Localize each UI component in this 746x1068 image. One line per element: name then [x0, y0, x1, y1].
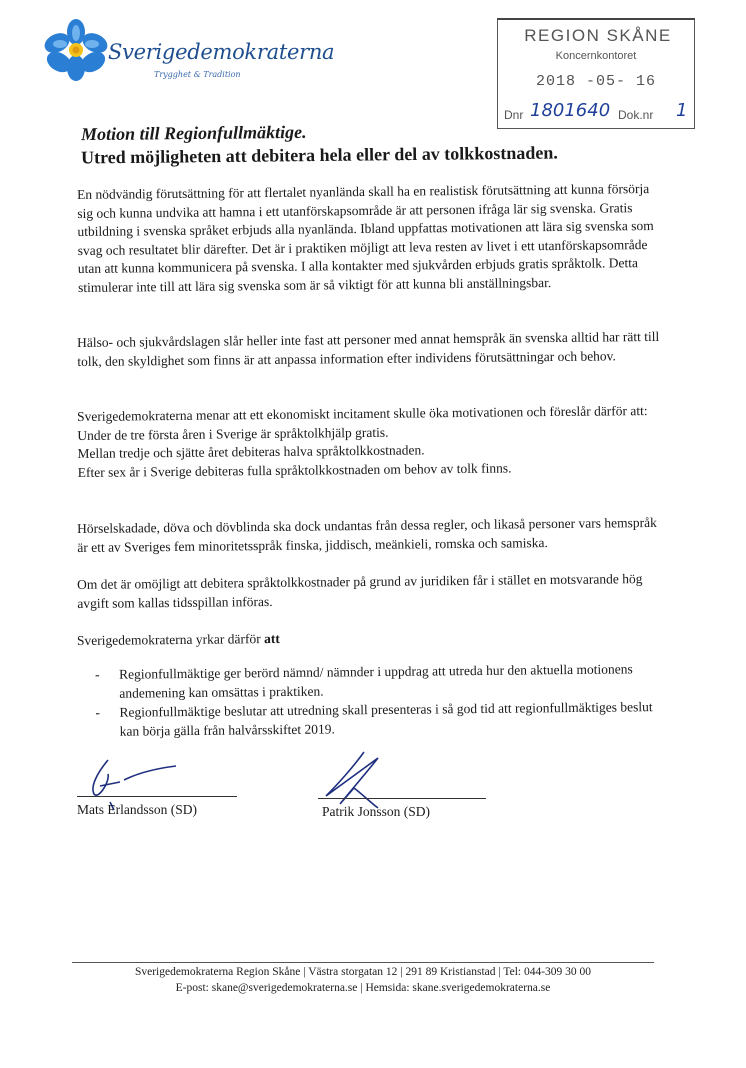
footer-divider — [72, 962, 654, 963]
stamp-dok-value: 1 — [676, 100, 688, 121]
requests-lead-bold: att — [263, 630, 280, 647]
stamp-dnr-value: 1801640 — [530, 100, 611, 121]
requests-list — [95, 660, 656, 742]
document-title: Motion till Regionfullmäktige. — [80, 121, 307, 145]
party-logo — [42, 18, 335, 88]
logo-wordmark: Sverigedemokraterna — [108, 40, 335, 64]
proposal-line: Mellan tredje och sjätte året debiteras halva språktolkkostnaden. — [77, 442, 425, 461]
body-paragraph — [77, 402, 663, 482]
list-item — [95, 698, 655, 741]
paragraph-text: En nödvändig förutsättning för att flertalet nyanlända skall ha en realistisk förutsättning att kunna försörja sig och kunna undvika att hamna i ett utanförskapsområde är att personen ifråga lär sig svenska. Gratis utbildning i svenska språket erbjuds alla nyanlända. Ibland uppfattas motivationen att lära sig svenska som svag och resultatet blir därefter. Det är i praktiken möjligt att leva resten av livet i ett utanförskapsområde utan att kunna kommunicera på svenska. I alla kontakter med sjukvården erbjuds gratis språktolk. Detta stimulerar inte till att lära sig svenska som är så viktigt för att kunna bli anställningsbar. — [77, 181, 654, 295]
requests-lead-text: Sverigedemokraterna yrkar därför — [76, 631, 261, 649]
list-dash: - — [95, 666, 100, 682]
footer-contact: E-post: skane@sverigedemokraterna.se | Hemsida: skane.sverigedemokraterna.se — [175, 982, 551, 994]
requests-lead — [77, 631, 280, 649]
paragraph-text: Om det är omöjligt att debitera språktolkkostnader på grund av juridiken får i stället en motsvarande hög avgift som kallas tidsspillan införas. — [77, 571, 643, 611]
document-subtitle: Utred möjligheten att debitera hela eller del av tolkkostnaden. — [80, 142, 558, 168]
paragraph-text: Hälso- och sjukvårdslagen slår heller inte fast att personer med annat hemspråk än svenska alltid har rätt till tolk, den skyldighet som finns är att anpassa information efter individens förutsättningar och behov. — [77, 328, 660, 369]
flower-icon — [42, 18, 112, 82]
stamp-title: REGION SKÅNE — [524, 26, 672, 45]
body-paragraph — [77, 328, 662, 371]
list-dash: - — [95, 704, 101, 720]
signature-line — [318, 798, 486, 799]
signatory-name: Mats Erlandsson (SD) — [77, 802, 197, 817]
paragraph-text: Sverigedemokraterna menar att ett ekonomiskt incitament skulle öka motivationen och föreslår därför att: — [77, 403, 648, 424]
stamp-dnr-label: Dnr — [504, 108, 524, 122]
list-item-text: Regionfullmäktige ger berörd nämnd/ nämnder i uppdrag att utreda hur den aktuella motionens andemening kan omsättas i praktiken. — [119, 661, 633, 701]
body-paragraph — [77, 180, 663, 297]
signature-line — [77, 796, 237, 797]
list-item-text: Regionfullmäktige beslutar att utredning skall presenteras i så god tid att regionfullmäktiges beslut kan börja gälla från halvårsskiftet 2019. — [119, 699, 653, 739]
proposal-line: Efter sex år i Sverige debiteras fulla språktolkkostnaden om behov av tolk finns. — [77, 459, 512, 480]
body-paragraph — [77, 514, 662, 557]
stamp-subtitle: Koncernkontoret — [555, 50, 637, 62]
paragraph-text: Hörselskadade, döva och dövblinda ska dock undantas från dessa regler, och likaså personer vars hemspråk är ett av Sveriges fem minoritetsspråk finska, jiddisch, meänkieli, romska och samiska. — [77, 514, 657, 555]
body-paragraph — [77, 570, 662, 613]
registration-stamp — [497, 18, 695, 129]
stamp-date: 2018 -05- 16 — [535, 73, 657, 90]
stamp-dok-label: Dok.nr — [618, 108, 654, 122]
signatory-name: Patrik Jonsson (SD) — [322, 804, 431, 819]
proposal-line: Under de tre första åren i Sverige är språktolkhjälp gratis. — [77, 424, 389, 443]
footer-address: Sverigedemokraterna Region Skåne | Västra storgatan 12 | 291 89 Kristianstad | Tel: 044-309 30 00 — [134, 966, 592, 978]
list-item — [95, 660, 655, 703]
logo-tagline: Trygghet & Tradition — [154, 70, 241, 79]
